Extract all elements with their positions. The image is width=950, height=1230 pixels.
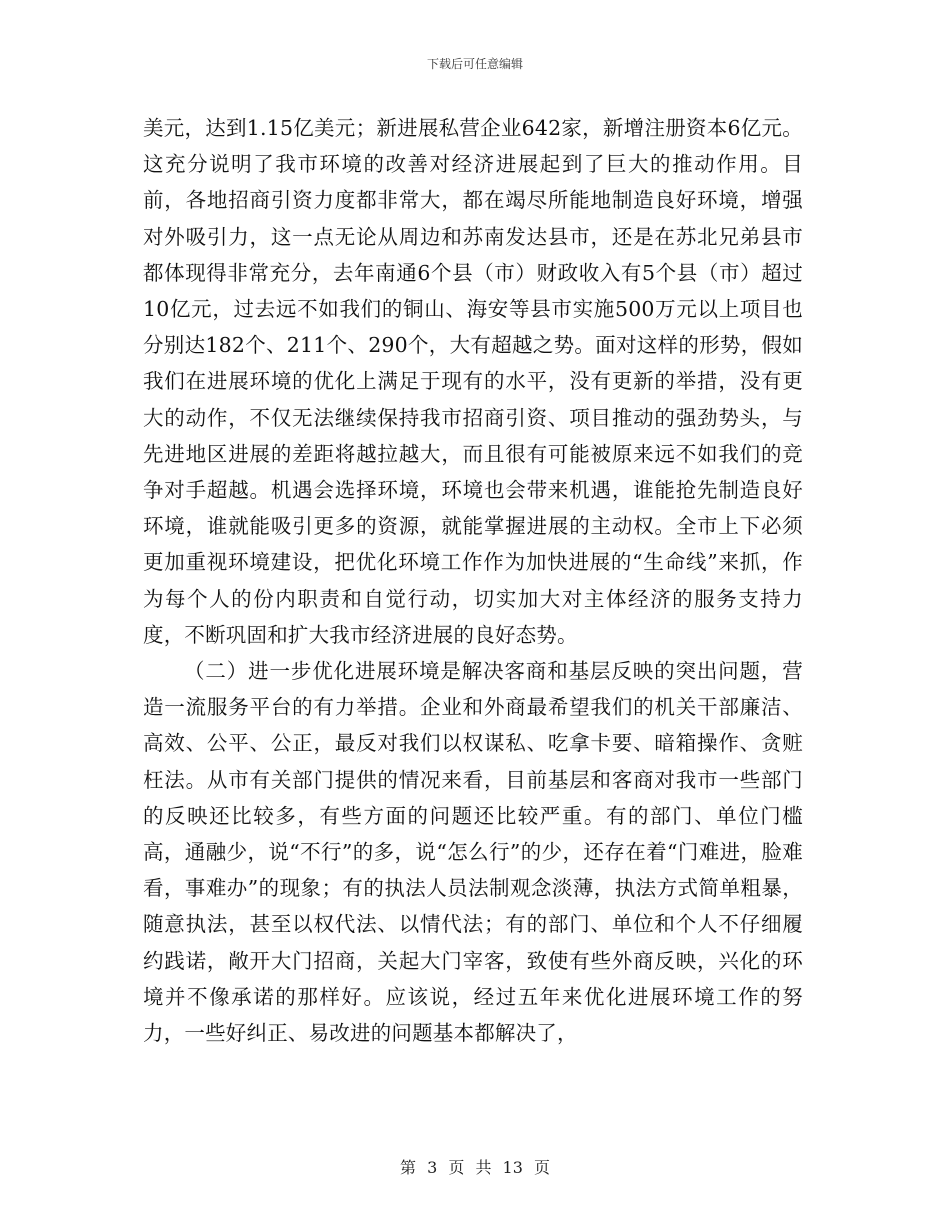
page-number-footer: 第 3 页 共 13 页	[400, 1158, 550, 1177]
paragraph-1: 美元，达到1.15亿美元；新进展私营企业642家，新增注册资本6亿元。这充分说明了我市环境的改善对经济进展起到了巨大的推动作用。目前，各地招商引资力度都非常大，都在竭尽所能地制造良好环境，增强对外吸引力，这一点无论从周边和苏南发达县市，还是在苏北兄弟县市都体现得非常充分，去年南通6个县（市）财政收入有5个县（市）超过10亿元，过去远不如我们的铜山、海安等县市实施500万元以上项目也分别达182个、211个、290个，大有超越之势。面对这样的形势，假如我们在进展环境的优化上满足于现有的水平，没有更新的举措，没有更大的动作，不仅无法继续保持我市招商引资、项目推动的强劲势头，与先进地区进展的差距将越拉越大，而且很有可能被原来远不如我们的竞争对手超越。机遇会选择环境，环境也会带来机遇，谁能抢先制造良好环境，谁就能吸引更多的资源，就能掌握进展的主动权。全市上下必须更加重视环境建设，把优化环境工作作为加快进展的“生命线”来抓，作为每个人的份内职责和自觉行动，切实加大对主体经济的服务支持力度，不断巩固和扩大我市经济进展的良好态势。	[143, 116, 803, 647]
document-body	[143, 110, 803, 1051]
paragraph-2: （二）进一步优化进展环境是解决客商和基层反映的突出问题，营造一流服务平台的有力举措。企业和外商最希望我们的机关干部廉洁、高效、公平、公正，最反对我们以权谋私、吃拿卡要、暗箱操作、贪赃枉法。从市有关部门提供的情况来看，目前基层和客商对我市一些部门的反映还比较多，有些方面的问题还比较严重。有的部门、单位门槛高，通融少，说“不行”的多，说“怎么行”的少，还存在着“门难进，脸难看，事难办”的现象；有的执法人员法制观念淡薄，执法方式简单粗暴，随意执法，甚至以权代法、以情代法；有的部门、单位和个人不仔细履约践诺，敞开大门招商，关起大门宰客，致使有些外商反映，兴化的环境并不像承诺的那样好。应该说，经过五年来优化进展环境工作的努力，一些好纠正、易改进的问题基本都解决了，	[143, 659, 803, 1046]
page-header-note: 下载后可任意编辑	[426, 57, 523, 71]
